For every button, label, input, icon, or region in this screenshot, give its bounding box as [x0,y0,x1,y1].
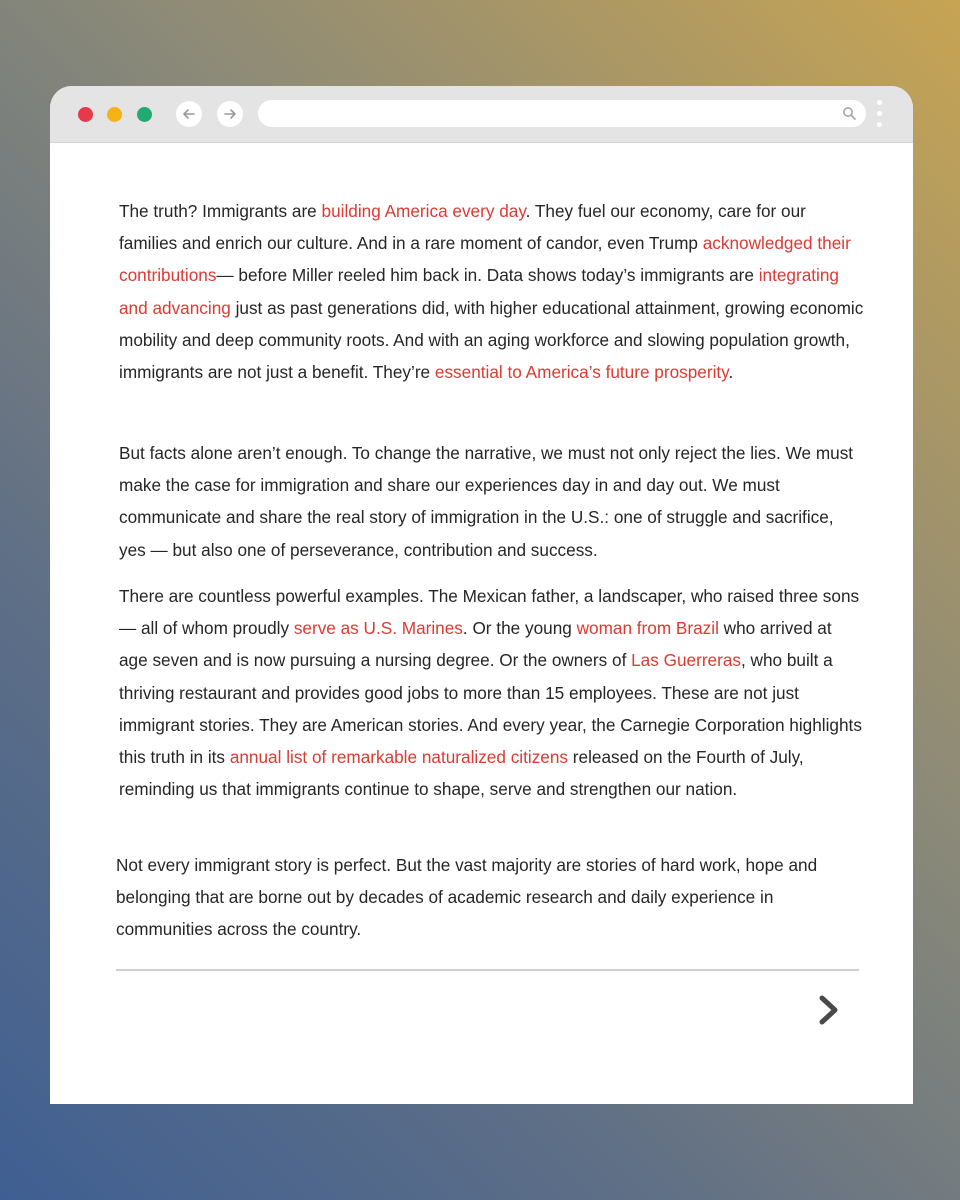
arrow-left-icon [182,107,196,121]
paragraph-text: Not every immigrant story is perfect. But the vast majority are stories of hard work, hope and belonging that are borne out by decades of academic research and daily experience in communities across the country. [116,855,818,940]
article-paragraph [119,437,864,566]
back-button[interactable] [176,101,202,127]
link-naturalized-citizens-list[interactable]: annual list of remarkable naturalized citizens [229,747,569,768]
paragraph-text: who arrived at age seven and is now pursuing a nursing degree. Or the owners of [119,618,832,671]
paragraph-text: released on the Fourth of July, reminding us that immigrants continue to shape, serve and strengthen our nation. [119,747,804,800]
divider [116,969,859,971]
paragraph-text: . [728,362,734,383]
paragraph-text: just as past generations did, with higher educational attainment, growing economic mobility and deep community roots. And with an aging workforce and slowing population growth, immigrants are not just a benefit. They’re [119,297,864,383]
link-woman-from-brazil[interactable]: woman from Brazil [576,618,719,639]
chevron-right-icon[interactable] [814,993,844,1027]
paragraph-text: . They fuel our economy, care for our families and enrich our culture. And in a rare moment of candor, even Trump [119,201,806,254]
article-content [50,143,913,1104]
arrow-right-icon [223,107,237,121]
link-serve-marines[interactable]: serve as U.S. Marines [293,618,463,639]
article-paragraph [119,195,864,388]
search-icon[interactable] [842,106,857,121]
paragraph-text: There are countless powerful examples. The Mexican father, a landscaper, who raised three sons — all of whom proudly [119,586,860,639]
minimize-window-button[interactable] [107,107,122,122]
link-future-prosperity[interactable]: essential to America’s future prosperity [434,362,729,383]
browser-window [50,86,913,1104]
paragraph-text: The truth? Immigrants are [119,201,322,221]
kebab-menu-icon[interactable] [876,100,884,130]
address-bar[interactable] [258,100,866,127]
paragraph-text: But facts alone aren’t enough. To change the narrative, we must not only reject the lies. We must make the case for immigration and share our experiences day in and day out. We must communicate and share the real story of immigration in the U.S.: one of struggle and sacrifice, yes — but also one of perseverance, contribution and success. [119,443,854,560]
maximize-window-button[interactable] [137,107,152,122]
paragraph-text: , who built a thriving restaurant and provides good jobs to more than 15 employees. These are not just immigrant stories. They are American stories. And every year, the Carnegie Corporation highlights this truth in its [119,650,862,768]
link-acknowledged-contributions[interactable]: acknowledged their contributions [119,233,851,286]
paragraph-text: . Or the young [462,618,577,639]
link-building-america[interactable]: building America every day [321,201,526,221]
forward-button[interactable] [217,101,243,127]
browser-titlebar [50,86,913,143]
close-window-button[interactable] [78,107,93,122]
article-paragraph [119,580,864,805]
paragraph-text: — before Miller reeled him back in. Data shows today’s immigrants are [216,265,759,286]
article-paragraph [116,849,861,946]
link-las-guerreras[interactable]: Las Guerreras [631,650,741,671]
link-integrating-advancing[interactable]: integrating and advancing [119,265,839,318]
